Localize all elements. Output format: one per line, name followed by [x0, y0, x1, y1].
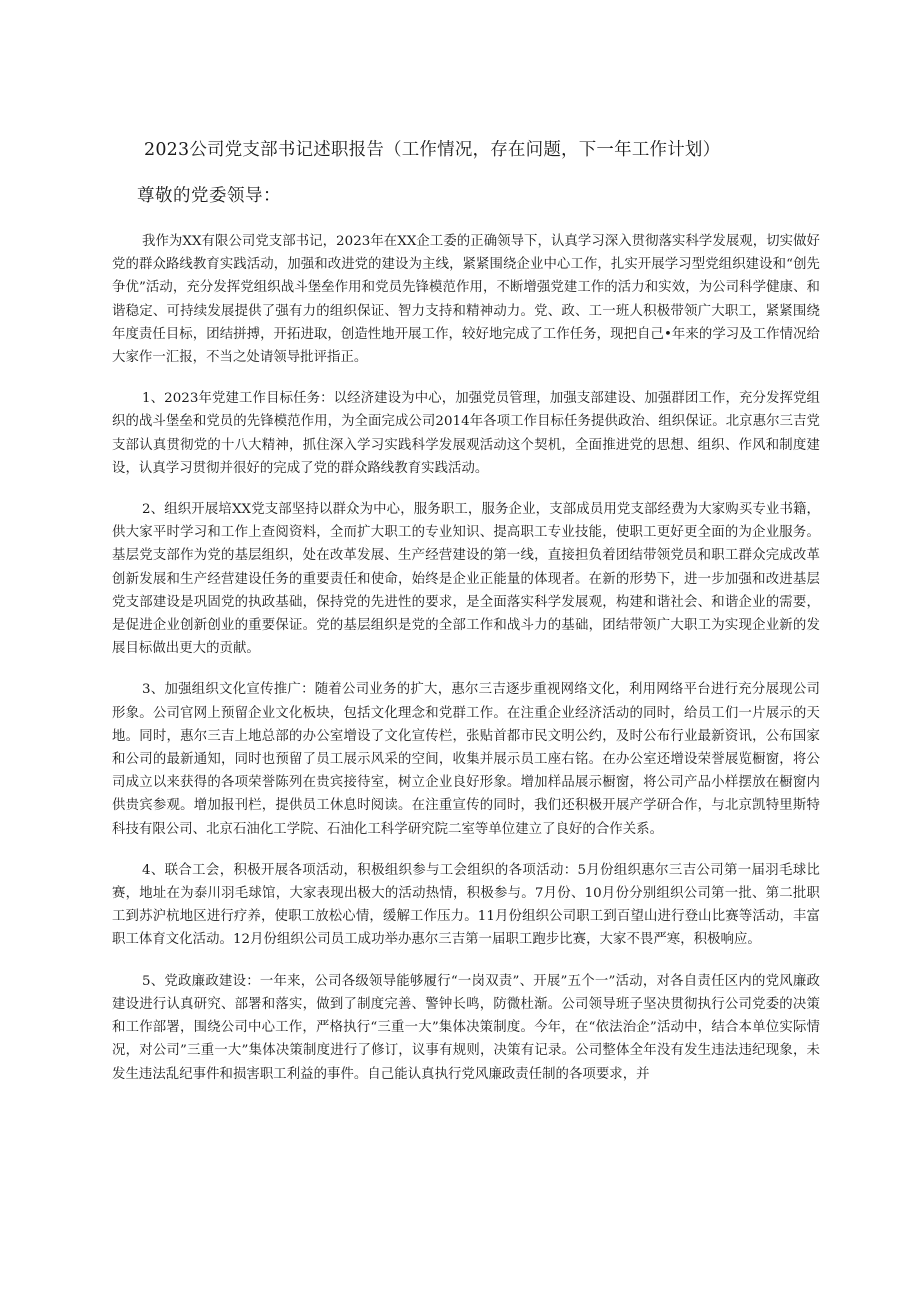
document-title: 2023公司党支部书记述职报告（工作情况，存在问题，下一年工作计划） — [144, 140, 721, 160]
paragraph-item-1: 1、2023年党建工作目标任务：以经济建设为中心，加强党员管理，加强支部建设、加强群团工作，充分发挥党组织的战斗堡垒和党员的先锋模范作用，为全面完成公司2014年各项工作目标任务提供政治、组织保证。北京惠尔三吉党支部认真贯彻党的十八大精神，抓住深入学习实践科学发展观活动这个契机，全面推进党的思想、组织、作风和制度建设，认真学习贯彻并很好的完成了党的群众路线教育实践活动。 — [112, 391, 820, 476]
paragraph-intro: 我作为XX有限公司党支部书记，2023年在XX企工委的正确领导下，认真学习深入贯彻落实科学发展观，切实做好党的群众路线教育实践活动，加强和改进党的建设为主线，紧紧围绕企业中心工作，扎实开展学习型党组织建设和“创先争优”活动，充分发挥党组织战斗堡垒作用和党员先锋模范作用，不断增强党建工作的活力和实效，为公司科学健康、和谐稳定、可持续发展提供了强有力的组织保证、智力支持和精神动力。党、政、工一班人积极带领广大职工，紧紧围绕年度责任目标，团结拼搏，开拓进取，创造性地开展工作，较好地完成了工作任务，现把自己•年来的学习及工作情况给大家作一汇报，不当之处请领导批评指正。 — [112, 234, 820, 366]
salutation: 尊敬的党委领导： — [137, 186, 281, 206]
document-body — [112, 230, 820, 1104]
paragraph-item-3: 3、加强组织文化宣传推广：随着公司业务的扩大，惠尔三吉逐步重视网络文化，利用网络平台进行充分展现公司形象。公司官网上预留企业文化板块，包括文化理念和党群工作。在注重企业经济活动的同时，给员工们一片展示的天地。同时，惠尔三吉上地总部的办公室增设了文化宣传栏，张贴首都市民文明公约，及时公布行业最新资讯，公布国家和公司的最新通知，同时也预留了员工展示风采的空间，收集并展示员工座右铭。在办公室还增设荣誉展览橱窗，将公司成立以来获得的各项荣誉陈列在贵宾接待室，树立企业良好形象。增加样品展示橱窗，将公司产品小样摆放在橱窗内供贵宾参观。增加报刊栏，提供员工休息时阅读。在注重宣传的同时，我们还积极开展产学研合作，与北京凯特里斯特科技有限公司、北京石油化工学院、石油化工科学研究院二室等单位建立了良好的合作关系。 — [112, 682, 820, 837]
paragraph-item-2: 2、组织开展培XX党支部坚持以群众为中心，服务职工，服务企业，支部成员用党支部经费为大家购买专业书籍，供大家平时学习和工作上查阅资料，全而扩大职工的专业知识、提高职工专业技能，使职工更好更全面的为企业服务。基层党支部作为党的基层组织，处在改革发展、生产经营建设的第一线，直接担负着团结带领党员和职工群众完成改革创新发展和生产经营建设任务的重要责任和使命，始终是企业正能量的体现者。在新的形势下，进一步加强和改进基层党支部建设是巩固党的执政基础，保持党的先进性的要求，是全面落实科学发展观，构建和谐社会、和谐企业的需要，是促进企业创新创业的重要保证。党的基层组织是党的全部工作和战斗力的基础，团结带领广大职工为实现企业新的发展目标做出更大的贡献。 — [112, 502, 820, 657]
paragraph-item-4: 4、联合工会，积极开展各项活动，积极组织参与工会组织的各项活动：5月份组织惠尔三吉公司第一届羽毛球比赛，地址在为泰川羽毛球馆，大家表现出极大的活动热情，积极参与。7月份、10月份分别组织公司第一批、第二批职工到苏沪杭地区进行疗养，使职工放松心情，缓解工作压力。11月份组织公司职工到百望山进行登山比赛等活动，丰富职工体育文化活动。12月份组织公司员工成功举办惠尔三吉第一届职工跑步比赛，大家不畏严寒，积极响应。 — [112, 862, 820, 948]
paragraph-item-5: 5、党政廉政建设：一年来，公司各级领导能够履行“一岗双责”、开展”五个一”活动，对各自责任区内的党风廉政建设进行认真研究、部署和落实，做到了制度完善、警钟长鸣，防微杜渐。公司领导班子坚决贯彻执行公司党委的决策和工作部署，围绕公司中心工作，严格执行“三重一大”集体决策制度。今年，在“依法治企”活动中，结合本单位实际情况，对公司”三重一大”集体决策制度进行了修订，议事有规则，决策有记录。公司整体全年没有发生违法违纪现象，未发生违法乱纪事件和损害职工利益的事件。自己能认真执行党风廉政责任制的各项要求，并 — [112, 973, 820, 1082]
